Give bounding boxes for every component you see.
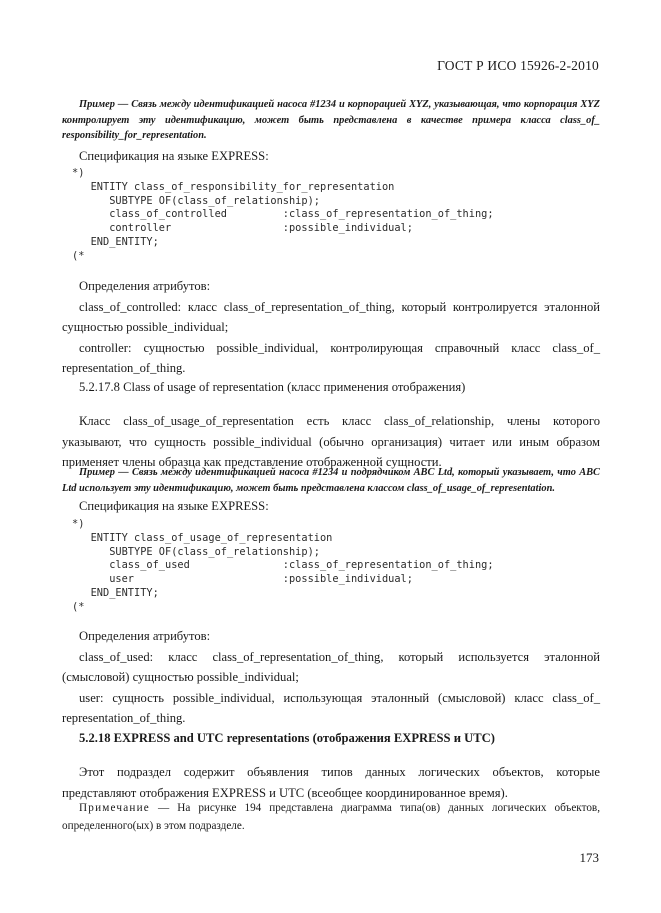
section-5-2-17-8-heading: 5.2.17.8 Class of usage of representation (класс применения отображения) [79,380,466,394]
spec-label-1-block [62,146,600,167]
spec-label-1: Спецификация на языке EXPRESS: [79,149,269,163]
section-5-2-18-para: Этот подраздел содержит объявления типов данных логических объектов, которые представляют отображения EXPRESS и UTC (всеобщее координированное время). [62,765,600,800]
example-1-text: Пример — Связь между идентификацией насоса #1234 и корпорацией XYZ, указывающая, что корпорация XYZ контролирует эту идентификацию, может быть представлена в качестве примера класса class_of_ responsibility_for_representation. [62,99,600,141]
attr-defs-1 [62,276,600,379]
note-block [62,799,600,835]
section-5-2-18-heading-block [62,729,600,747]
example-1 [62,97,600,144]
attr-2-2: user: сущность possible_individual, использующая эталонный (смысловой) класс class_of_ representation_of_thing. [62,690,600,725]
section-5-2-18-heading: 5.2.18 EXPRESS and UTC representations (отображения EXPRESS и UTC) [79,731,495,745]
note-text: — На рисунке 194 представлена диаграмма типа(ов) данных логических объектов, определенного(ых) в этом подразделе. [62,802,600,832]
attr-heading-1: Определения атрибутов: [79,279,211,293]
section-5-2-17-8-heading-block [62,378,600,396]
page-header-standard: ГОСТ Р ИСО 15926-2-2010 [437,58,599,73]
express-code-1-block [72,167,610,264]
express-code-1: *) ENTITY class_of_responsibility_for_representation SUBTYPE OF(class_of_relationship); class_of_controlled :class_of_representation_of_thing; controller :possible_individual; END_ENTITY; (* [72,167,494,262]
spec-label-2-block [62,496,600,517]
express-code-2-block [72,518,610,615]
section-5-2-18-body [62,762,600,803]
express-code-2: *) ENTITY class_of_usage_of_representation SUBTYPE OF(class_of_relationship); class_of_used :class_of_representation_of_thing; user :possible_individual; END_ENTITY; (* [72,518,494,613]
example-2-text: Пример — Связь между идентификацией насоса #1234 и подрядчиком ABC Ltd, который указывает, что ABC Ltd использует эту идентификацию, может быть представлена классом class_of_usage_of_representation. [62,467,600,494]
attr-heading-2: Определения атрибутов: [79,629,211,643]
attr-defs-2 [62,626,600,729]
section-5-2-17-8-body [62,411,600,473]
section-5-2-17-8-para: Класс class_of_usage_of_representation есть класс class_of_relationship, члены которого указывают, что сущность possible_individual (обычно организация) читает или иным образом применяет члены образца как представление отображенной сущности. [62,414,600,469]
spec-label-2: Спецификация на языке EXPRESS: [79,499,269,513]
note-label: Примечание [79,802,150,814]
example-2 [62,465,600,496]
attr-1-2: controller: сущностью possible_individual, контролирующая справочный класс class_of_ representation_of_thing. [62,340,600,375]
attr-1-1: class_of_controlled: класс class_of_representation_of_thing, который контролируется эталонной сущностью possible_individual; [62,299,600,334]
note [62,799,600,835]
attr-2-1: class_of_used: класс class_of_representation_of_thing, который используется эталонной (смысловой) сущностью possible_individual; [62,649,600,684]
page-number: 173 [579,850,599,865]
